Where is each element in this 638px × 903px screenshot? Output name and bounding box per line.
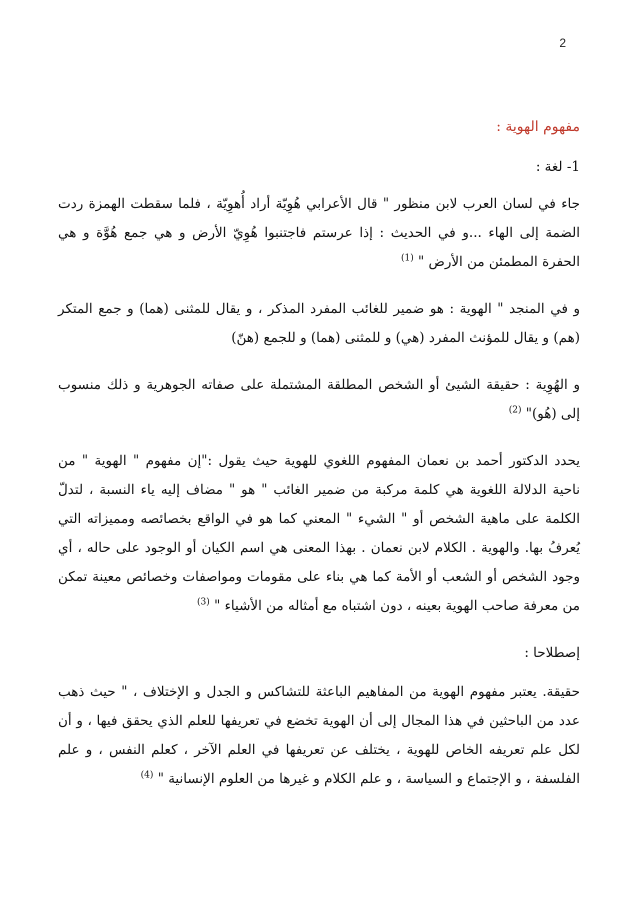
paragraph-text: يحدد الدكتور أحمد بن نعمان المفهوم اللغوي للهوية حيث يقول :"إن مفهوم " الهوية " من ناحية الدلالة اللغوية هي كلمة مركبة من ضمير الغائب " هو " مضاف إليه ياء النسبة ، لتدلّ الكلمة على ماهية الشخص أو " الشيء " المعني كما هو في الواقع بخصائصه ومميزاته التي يُعرفُ بها. والهوية . الكلام لابن نعمان . بهذا المعنى هي اسم الكيان أو الوجود على حاله ، أي وجود الشخص أو الشعب أو الأمة كما هي بناء على مقومات ومواصفات وخصائص معينة تمكن من معرفة صاحب الهوية بعينه ، دون اشتباه مع أمثاله من الأشياء " xyxy=(58,453,580,614)
paragraph-text: و الهُوِية : حقيقة الشيئ أو الشخص المطلقة المشتملة على صفاته الجوهرية و ذلك منسوب إلى (هُو)" xyxy=(58,377,580,422)
subheading-language: 1- لغة : xyxy=(535,159,580,175)
paragraph-terminology xyxy=(58,678,580,794)
footnote-ref: (2) xyxy=(508,405,522,416)
subheading-terminology xyxy=(58,639,580,668)
paragraph-text: إصطلاحا : xyxy=(524,645,580,661)
document-body xyxy=(58,112,580,812)
page-number: 2 xyxy=(559,36,566,50)
footnote-ref: (3) xyxy=(197,597,210,608)
footnote-ref: (1) xyxy=(400,253,414,264)
paragraph-definition xyxy=(58,371,580,429)
paragraph-text: و في المنجد " الهوية : هو ضمير للغائب المفرد المذكر ، و يقال للمثنى (هما) و جمع المتكر (هم) و يقال للمؤنث المفرد (هي) و للمثنى (هما) و للجمع (هنّ) xyxy=(58,301,580,346)
paragraph-text: جاء في لسان العرب لابن منظور " قال الأعرابي هُوِيّة أراد أُهوِيّة ، فلما سقطت الهمزة ردت الضمة إلى الهاء ...و في الحديث : إذا عرستم فاجتنبوا هُوِيّ الأرض و هي جمع هُوَّة و هي الحفرة المطمئن من الأرض " xyxy=(58,196,580,270)
paragraph-text: حقيقة. يعتبر مفهوم الهوية من المفاهيم الباعثة للتشاكس و الجدل و الإختلاف ، " حيث ذهب عدد من الباحثين في هذا المجال إلى أن الهوية تخضع في تعريفها للعلم الذي يحقق فيها ، و أن لكل علم تعريفه الخاص للهوية ، يختلف عن تعريفها في العلم الآخر ، كعلم النفس ، و علم الفلسفة ، و الإجتماع و السياسة ، و علم الكلام و غيرها من العلوم الإنسانية " xyxy=(58,684,580,787)
paragraph-al-munjid xyxy=(58,295,580,353)
section-title: مفهوم الهوية : xyxy=(496,119,580,135)
footnote-ref: (4) xyxy=(140,770,154,781)
paragraph-ibn-noman xyxy=(58,447,580,621)
paragraph-lisan-al-arab xyxy=(58,190,580,277)
